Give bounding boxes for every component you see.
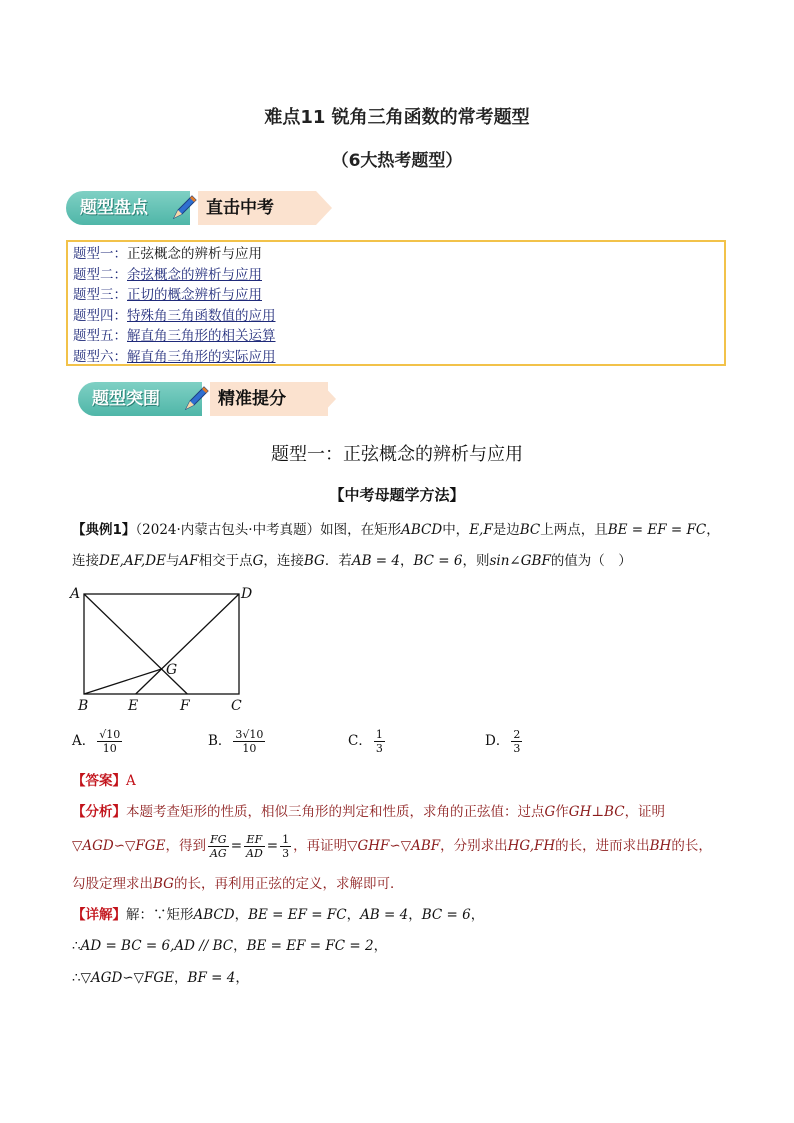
text: ，	[400, 553, 414, 569]
math: BH	[649, 838, 672, 854]
text: ，	[235, 970, 249, 986]
math: ▽GHF∽▽ABF	[347, 838, 441, 854]
option-fraction	[233, 728, 265, 755]
math: sin∠GBF	[489, 553, 551, 569]
option-fraction	[97, 728, 122, 755]
pen-icon	[170, 192, 198, 222]
example-question-line2	[72, 551, 732, 571]
label-c: C	[231, 698, 242, 714]
text: ，分别求出	[440, 838, 508, 854]
label-d: D	[241, 586, 253, 602]
toc-item-link[interactable]: 解直角三角形的实际应用	[127, 348, 276, 365]
label-f: F	[180, 698, 190, 714]
math: AF	[179, 553, 199, 569]
text: ，得到	[165, 838, 206, 854]
fraction-denominator: 10	[102, 742, 117, 755]
text: ，	[233, 938, 247, 954]
label-b: B	[78, 698, 89, 714]
label-e: E	[128, 698, 139, 714]
analysis-line2	[72, 830, 732, 862]
fraction	[280, 833, 291, 860]
example-question-line1	[72, 520, 732, 540]
text: ，	[706, 522, 720, 538]
math: BG	[153, 876, 174, 892]
option-a[interactable]	[72, 728, 124, 755]
fraction-numerator: EF	[244, 833, 265, 847]
equals: =	[266, 838, 279, 854]
detail-tag: 【详解】	[72, 907, 126, 923]
analysis-line3	[72, 874, 732, 894]
text: 与	[165, 553, 180, 569]
toc-item-link[interactable]: 正切的概念辨析与应用	[127, 287, 262, 303]
text: ，再证明	[293, 838, 348, 854]
text: ，	[234, 907, 249, 923]
math: ▽AGD∽▽FGE	[72, 838, 166, 854]
math: GH⊥BC	[568, 804, 625, 820]
equals: =	[230, 838, 242, 854]
segment-bg	[84, 669, 162, 694]
option-letter: C．	[348, 733, 372, 749]
answer-line	[72, 771, 732, 791]
math: BC = 6	[421, 907, 471, 923]
text: 勾股定理求出	[72, 876, 153, 892]
label-a: A	[70, 586, 81, 602]
math: AB = 4	[360, 907, 409, 923]
math: BC	[519, 522, 541, 538]
rectangle-figure	[66, 582, 266, 717]
text: 的长，进而求出	[555, 838, 650, 854]
segment-de	[136, 594, 239, 694]
page-title: 难点11 锐角三角函数的常考题型	[264, 107, 530, 128]
math: BE = EF = FC	[248, 907, 347, 923]
section-title: 题型一：正弦概念的辨析与应用	[271, 444, 523, 465]
text: 的长，	[671, 838, 712, 854]
math: BG	[303, 553, 325, 569]
toc-item-label: 题型六：	[73, 348, 127, 365]
fraction-denominator: 3	[375, 742, 383, 755]
fraction-numerator: √10	[99, 728, 121, 741]
banner-topic-breakthrough	[78, 379, 343, 419]
fraction-denominator: AD	[246, 847, 263, 860]
option-d[interactable]	[485, 728, 524, 755]
math: DE,AF,DE	[99, 553, 166, 569]
math: BC = 6	[413, 553, 463, 569]
text: 连接	[72, 553, 99, 569]
math: AD = BC = 6,AD // BC	[80, 938, 234, 954]
toc-item-link[interactable]: 特殊角三角函数值的应用	[127, 307, 276, 324]
text: ∴	[72, 970, 81, 986]
toc-item[interactable]	[73, 306, 719, 327]
toc-item[interactable]	[73, 285, 719, 306]
fraction	[208, 833, 229, 860]
text: ．若	[324, 553, 352, 569]
text: ，	[470, 907, 485, 923]
detail-line3	[72, 968, 732, 988]
fraction-denominator: 3	[282, 847, 290, 860]
toc-item-label: 题型二：	[73, 266, 127, 283]
math: G	[252, 553, 264, 569]
text: ，则	[462, 553, 490, 569]
analysis-tag: 【分析】	[72, 804, 126, 820]
text: 如图，在矩形	[320, 522, 402, 538]
text: ，	[373, 938, 388, 954]
page-subtitle: （6大热考题型）	[331, 151, 463, 171]
banner-left-pill: 题型盘点	[66, 191, 190, 225]
math: AB = 4	[351, 553, 400, 569]
fraction-numerator: 3√10	[235, 728, 264, 741]
text: ，	[408, 907, 422, 923]
toc-item-label: 题型三：	[73, 287, 127, 303]
text: 的值为（ ）	[550, 553, 632, 569]
option-fraction	[374, 728, 385, 755]
fraction-numerator: FG	[208, 833, 229, 847]
detail-line1	[72, 905, 732, 925]
option-letter: B．	[208, 733, 232, 749]
rectangle-abcd	[84, 594, 239, 694]
topic-list-box	[66, 240, 726, 366]
method-title: 【中考母题学方法】	[329, 486, 465, 504]
text: 的长，再利用正弦的定义，求解即可．	[173, 876, 404, 892]
toc-item-link[interactable]: 解直角三角形的相关运算	[127, 328, 276, 344]
toc-item[interactable]	[73, 244, 719, 265]
fraction-numerator: 1	[375, 728, 383, 741]
banner-topic-overview	[66, 188, 331, 228]
option-c[interactable]	[348, 728, 387, 755]
fraction-denominator: 3	[513, 742, 521, 755]
math: BE = EF = FC = 2	[246, 938, 374, 954]
fraction-numerator: 2	[513, 728, 521, 741]
text: 本题考查矩形的性质，相似三角形的判定和性质，求角的正弦值：过点	[126, 804, 545, 820]
option-b[interactable]	[208, 728, 267, 755]
text: 解：∵矩形	[126, 907, 194, 923]
option-letter: D．	[485, 733, 510, 749]
segment-af	[84, 594, 187, 694]
banner-right-pill: 精准提分	[210, 382, 328, 416]
math: HG,FH	[507, 838, 556, 854]
math: BF = 4	[187, 970, 236, 986]
fraction-denominator: AG	[209, 847, 227, 860]
answer-tag: 【答案】	[72, 773, 126, 789]
text: ，证明	[624, 804, 666, 820]
math: ABCD	[401, 522, 443, 538]
text: 是边	[492, 522, 520, 538]
toc-item-link[interactable]: 余弦概念的辨析与应用	[127, 266, 262, 283]
text: ，	[174, 970, 188, 986]
answer-value: A	[126, 773, 136, 789]
toc-item-label: 题型一：	[73, 246, 127, 262]
math: BE = EF = FC	[607, 522, 707, 538]
toc-item[interactable]	[73, 347, 719, 368]
fraction-denominator: 10	[242, 742, 257, 755]
text: 相交于点	[198, 553, 253, 569]
toc-item-link[interactable]: 正弦概念的辨析与应用	[127, 246, 262, 262]
option-letter: A．	[72, 733, 96, 749]
toc-item[interactable]	[73, 326, 719, 347]
pen-icon	[182, 383, 210, 413]
text: 上两点，且	[540, 522, 608, 538]
option-fraction	[511, 728, 522, 755]
text: ，	[346, 907, 361, 923]
text: ，连接	[263, 553, 304, 569]
detail-line2	[72, 936, 732, 956]
math: G	[544, 804, 556, 820]
math: ABCD	[193, 907, 235, 923]
example-source: （2024·内蒙古包头·中考真题）	[135, 522, 321, 538]
fraction	[244, 833, 265, 860]
toc-item-label: 题型五：	[73, 328, 127, 344]
banner-right-pill: 直击中考	[198, 191, 316, 225]
math: E,F	[469, 522, 493, 538]
banner-arrow-tip	[316, 191, 332, 225]
example-tag: 【典例1】	[72, 522, 136, 538]
text: ∴	[72, 938, 81, 954]
text: 中，	[442, 522, 470, 538]
banner-arrow-tip	[320, 382, 336, 416]
math: ▽AGD∽▽FGE	[80, 970, 175, 986]
banner-left-pill: 题型突围	[78, 382, 202, 416]
toc-item-label: 题型四：	[73, 307, 127, 324]
label-g: G	[166, 662, 178, 678]
fraction-numerator: 1	[282, 833, 290, 846]
text: 作	[555, 804, 569, 820]
toc-item[interactable]	[73, 265, 719, 286]
analysis-line1	[72, 802, 732, 822]
